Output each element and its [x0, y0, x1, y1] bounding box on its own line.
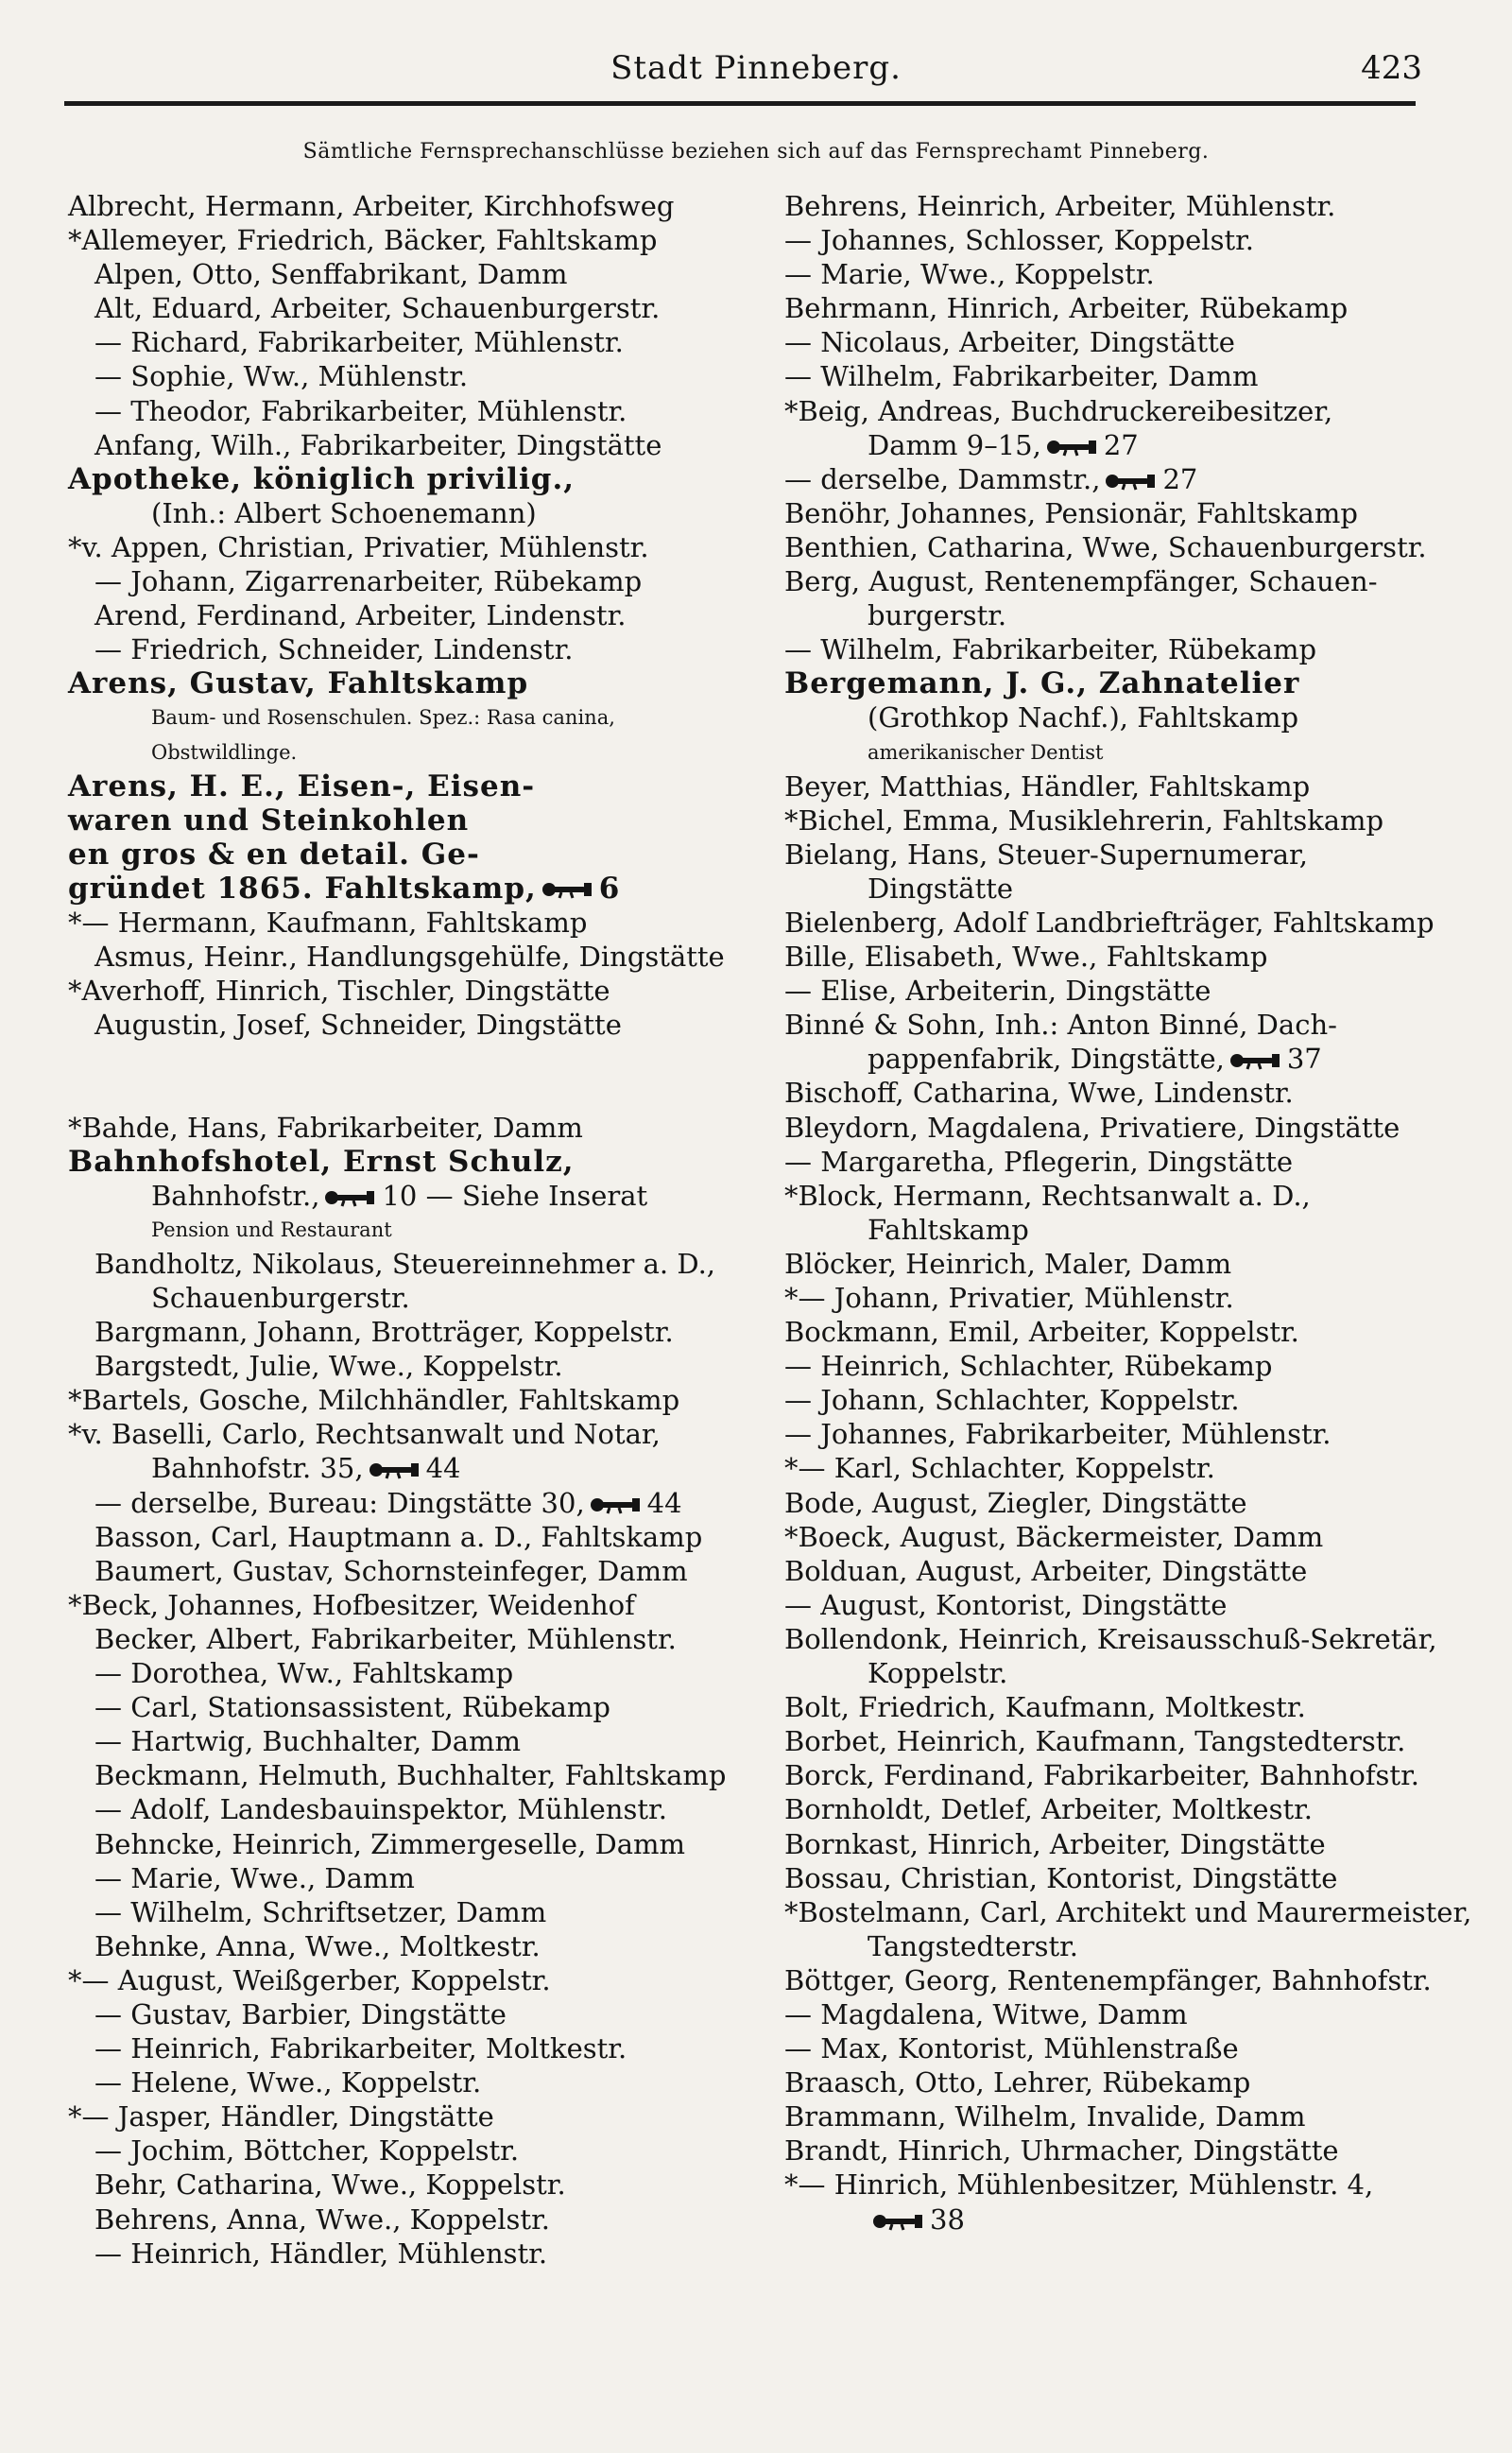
directory-entry	[784, 1929, 1446, 1963]
directory-entry	[68, 1451, 730, 1485]
entry-text: Beckmann, Helmuth, Buchhalter, Fahltskamp	[94, 1759, 727, 1792]
directory-entry	[784, 1588, 1446, 1622]
entry-text: Pension und Restaurant	[151, 1218, 392, 1241]
directory-entry	[68, 598, 730, 632]
entry-text: Bornkast, Hinrich, Arbeiter, Dingstätte	[784, 1827, 1326, 1860]
blank-line	[68, 1076, 730, 1110]
entry-text: — Wilhelm, Fabrikarbeiter, Damm	[784, 360, 1259, 393]
page-title: Stadt Pinneberg.	[610, 49, 902, 87]
entry-text: Bollendonk, Heinrich, Kreisausschuß-Sekretär,	[784, 1622, 1437, 1655]
directory-entry	[68, 974, 730, 1008]
telephone-receiver-icon	[542, 879, 593, 900]
entry-text: — derselbe, Dammstr.,	[784, 462, 1101, 495]
entry-text: Bossau, Christian, Kontorist, Dingstätte	[784, 1861, 1338, 1894]
header-rule	[64, 101, 1416, 106]
entry-text: — August, Kontorist, Dingstätte	[784, 1588, 1228, 1621]
directory-entry	[68, 1520, 730, 1554]
directory-entry	[784, 325, 1446, 359]
entry-text: — Magdalena, Witwe, Damm	[784, 1997, 1188, 2030]
directory-entry	[784, 632, 1446, 666]
directory-entry	[784, 223, 1446, 257]
directory-entry	[68, 1111, 730, 1145]
entry-text: Bahnhofstr.,	[151, 1179, 320, 1212]
directory-entry	[68, 1963, 730, 1997]
entry-text: en gros & en detail. Ge-	[68, 837, 480, 872]
entry-text: *Block, Hermann, Rechtsanwalt a. D.,	[784, 1179, 1311, 1212]
directory-entry	[68, 1417, 730, 1451]
entry-text: — Margaretha, Pflegerin, Dingstätte	[784, 1145, 1294, 1178]
directory-entry	[784, 1792, 1446, 1826]
directory-entry	[784, 394, 1446, 428]
entry-text: Bischoff, Catharina, Wwe, Lindenstr.	[784, 1077, 1294, 1110]
directory-entry	[784, 496, 1446, 530]
entry-text: — Heinrich, Fabrikarbeiter, Moltkestr.	[94, 2032, 627, 2065]
phone-number: 27	[1103, 428, 1139, 461]
directory-entry	[784, 2203, 1446, 2237]
directory-entry	[784, 872, 1446, 906]
phone-number: 44	[646, 1486, 682, 1519]
entry-text: — Richard, Fabrikarbeiter, Mühlenstr.	[94, 326, 624, 359]
directory-entry	[784, 906, 1446, 940]
directory-entry	[784, 1520, 1446, 1554]
entry-text: Bahnhofstr. 35,	[151, 1452, 364, 1485]
directory-entry	[68, 1724, 730, 1758]
directory-entry	[784, 257, 1446, 291]
entry-text: — Sophie, Ww., Mühlenstr.	[94, 360, 469, 393]
directory-entry	[68, 700, 730, 734]
entry-text: — Jochim, Böttcher, Koppelstr.	[94, 2134, 520, 2168]
entry-text: *Beck, Johannes, Hofbesitzer, Weidenhof	[68, 1588, 635, 1621]
entry-text: — Wilhelm, Fabrikarbeiter, Rübekamp	[784, 633, 1317, 666]
entry-text: Benöhr, Johannes, Pensionär, Fahltskamp	[784, 496, 1358, 529]
directory-entry	[68, 1622, 730, 1656]
directory-entry	[68, 2237, 730, 2271]
directory-entry	[784, 1417, 1446, 1451]
directory-entry	[784, 428, 1446, 462]
entry-text: — Adolf, Landesbauinspektor, Mühlenstr.	[94, 1793, 667, 1826]
entry-text: *— Hinrich, Mühlenbesitzer, Mühlenstr. 4,	[784, 2168, 1374, 2202]
directory-entry	[784, 1451, 1446, 1485]
entry-text: *Bahde, Hans, Fabrikarbeiter, Damm	[68, 1111, 583, 1144]
entry-text: Bornholdt, Detlef, Arbeiter, Moltkestr.	[784, 1793, 1314, 1826]
entry-text: Behnke, Anna, Wwe., Moltkestr.	[94, 1929, 541, 1962]
telephone-receiver-icon	[591, 1494, 642, 1515]
directory-entry	[68, 394, 730, 428]
entry-text: — Wilhelm, Schriftsetzer, Damm	[94, 1895, 547, 1928]
directory-entry	[784, 1042, 1446, 1076]
directory-entry	[784, 940, 1446, 974]
directory-entry	[68, 1349, 730, 1383]
directory-entry	[784, 1656, 1446, 1690]
entry-text: Behrmann, Hinrich, Arbeiter, Rübekamp	[784, 292, 1349, 325]
directory-entry	[68, 2168, 730, 2202]
entry-text: Bielenberg, Adolf Landbriefträger, Fahltskamp	[784, 906, 1435, 939]
directory-entry	[68, 1486, 730, 1520]
entry-text: Binné & Sohn, Inh.: Anton Binné, Dach-	[784, 1009, 1337, 1042]
entry-text: Augustin, Josef, Schneider, Dingstätte	[94, 1009, 622, 1042]
directory-entry	[68, 1588, 730, 1622]
entry-text: Behr, Catharina, Wwe., Koppelstr.	[94, 2168, 566, 2202]
directory-entry	[68, 325, 730, 359]
entry-text: — Johann, Schlachter, Koppelstr.	[784, 1384, 1240, 1417]
directory-entry	[68, 1179, 730, 1213]
entry-text: Damm 9–15,	[868, 428, 1041, 461]
directory-entry	[68, 189, 730, 223]
entry-text: — Hartwig, Buchhalter, Damm	[94, 1725, 522, 1758]
directory-entry	[784, 359, 1446, 393]
entry-text: *Allemeyer, Friedrich, Bäcker, Fahltskamp	[68, 224, 658, 257]
telephone-receiver-icon	[325, 1187, 376, 1208]
directory-entry	[784, 1383, 1446, 1417]
entry-text: Bahnhofshotel, Ernst Schulz,	[68, 1144, 575, 1179]
directory-entry	[68, 2133, 730, 2168]
directory-entry	[784, 2031, 1446, 2065]
directory-entry	[784, 803, 1446, 838]
directory-entry	[68, 530, 730, 564]
directory-entry	[68, 2065, 730, 2099]
entry-text: Fahltskamp	[868, 1213, 1029, 1246]
directory-entry	[784, 2099, 1446, 2133]
directory-entry	[784, 1008, 1446, 1042]
directory-entry	[784, 666, 1446, 700]
entry-text: *— August, Weißgerber, Koppelstr.	[68, 1963, 551, 1996]
entry-text: *Boeck, August, Bäckermeister, Damm	[784, 1520, 1324, 1553]
entry-text: — Friedrich, Schneider, Lindenstr.	[94, 633, 574, 666]
left-column	[68, 189, 730, 2271]
entry-text: (Grothkop Nachf.), Fahltskamp	[868, 701, 1299, 734]
directory-entry	[784, 974, 1446, 1008]
directory-entry	[68, 291, 730, 325]
directory-entry	[784, 598, 1446, 632]
directory-entry	[68, 872, 730, 906]
entry-text: — Gustav, Barbier, Dingstätte	[94, 1997, 507, 2030]
directory-entry	[784, 189, 1446, 223]
entry-text: amerikanischer Dentist	[868, 740, 1104, 764]
entry-text: waren und Steinkohlen	[68, 803, 470, 838]
entry-text: Alpen, Otto, Senffabrikant, Damm	[94, 258, 568, 291]
entry-text: Dingstätte	[868, 872, 1014, 905]
directory-entry	[68, 496, 730, 530]
entry-text: Becker, Albert, Fabrikarbeiter, Mühlenstr.	[94, 1622, 677, 1655]
phone-number: 37	[1286, 1043, 1322, 1076]
entry-text: (Inh.: Albert Schoenemann)	[151, 496, 537, 529]
directory-entry	[784, 1145, 1446, 1179]
entry-text: burgerstr.	[868, 599, 1007, 632]
entry-text: Bandholtz, Nikolaus, Steuereinnehmer a. D.,	[94, 1247, 716, 1280]
directory-entry	[68, 1929, 730, 1963]
entry-text: — Johannes, Fabrikarbeiter, Mühlenstr.	[784, 1418, 1332, 1451]
phone-number: 44	[425, 1452, 461, 1485]
directory-entry	[68, 1792, 730, 1826]
entry-text: Braasch, Otto, Lehrer, Rübekamp	[784, 2066, 1251, 2099]
entry-text: Berg, August, Rentenempfänger, Schauen-	[784, 565, 1378, 598]
entry-text: *v. Appen, Christian, Privatier, Mühlenstr.	[68, 530, 649, 563]
directory-entry	[68, 1997, 730, 2031]
page-number: 423	[1361, 49, 1422, 87]
entry-text: — Johannes, Schlosser, Koppelstr.	[784, 224, 1255, 257]
telephone-receiver-icon	[1047, 437, 1098, 458]
directory-entry	[68, 838, 730, 872]
entry-text: Obstwildlinge.	[151, 740, 298, 764]
entry-text: Koppelstr.	[868, 1657, 1008, 1690]
directory-entry	[784, 1554, 1446, 1588]
directory-entry	[68, 1247, 730, 1281]
directory-entry	[784, 564, 1446, 598]
entry-text: Bolduan, August, Arbeiter, Dingstätte	[784, 1554, 1308, 1587]
directory-entry	[68, 1213, 730, 1247]
directory-entry	[784, 1895, 1472, 1929]
directory-entry	[68, 1008, 730, 1042]
entry-text: Arens, Gustav, Fahltskamp	[68, 666, 529, 701]
directory-entry	[68, 666, 730, 700]
entry-text: — Nicolaus, Arbeiter, Dingstätte	[784, 326, 1235, 359]
entry-text: Beyer, Matthias, Händler, Fahltskamp	[784, 769, 1311, 803]
entry-text: Baum- und Rosenschulen. Spez.: Rasa canina,	[151, 706, 615, 730]
entry-text: Bargmann, Johann, Brotträger, Koppelstr.	[94, 1316, 674, 1349]
entry-text: Bleydorn, Magdalena, Privatiere, Dingstätte	[784, 1111, 1400, 1144]
directory-entry	[784, 1827, 1446, 1861]
entry-text: Bergemann, J. G., Zahnatelier	[784, 666, 1300, 701]
directory-entry	[784, 1247, 1446, 1281]
blank-line	[68, 1042, 730, 1076]
phone-number: 10 — Siehe Inserat	[382, 1179, 648, 1212]
directory-entry	[784, 1076, 1446, 1110]
phone-number: 6	[598, 871, 621, 906]
entry-text: Apotheke, königlich privilig.,	[68, 461, 576, 496]
entry-text: — Helene, Wwe., Koppelstr.	[94, 2066, 482, 2099]
directory-entry	[68, 428, 730, 462]
directory-entry	[68, 2031, 730, 2065]
entry-text: Behrens, Heinrich, Arbeiter, Mühlenstr.	[784, 190, 1336, 222]
directory-entry	[784, 1213, 1446, 1247]
entry-text: *— Jasper, Händler, Dingstätte	[68, 2100, 494, 2133]
entry-text: Behncke, Heinrich, Zimmergeselle, Damm	[94, 1827, 686, 1860]
entry-text: Albrecht, Hermann, Arbeiter, Kirchhofsweg	[68, 190, 675, 222]
entry-text: — Carl, Stationsassistent, Rübekamp	[94, 1691, 610, 1724]
directory-entry	[784, 769, 1446, 803]
directory-entry	[68, 1656, 730, 1690]
entry-text: Behrens, Anna, Wwe., Koppelstr.	[94, 2203, 550, 2236]
directory-entry	[784, 1690, 1446, 1724]
directory-entry	[784, 1724, 1446, 1758]
directory-entry	[784, 735, 1446, 769]
entry-text: *— Hermann, Kaufmann, Fahltskamp	[68, 906, 588, 939]
directory-entry	[784, 1758, 1446, 1792]
directory-entry	[68, 2203, 730, 2237]
entry-text: Tangstedterstr.	[868, 1929, 1078, 1962]
entry-text: Alt, Eduard, Arbeiter, Schauenburgerstr.	[94, 292, 661, 325]
directory-entry	[784, 1963, 1446, 1997]
right-column	[784, 189, 1472, 2237]
entry-text: gründet 1865. Fahltskamp,	[68, 871, 537, 906]
directory-entry	[784, 700, 1446, 734]
directory-entry	[784, 1179, 1446, 1213]
directory-entry	[68, 1554, 730, 1588]
entry-text: *Bartels, Gosche, Milchhändler, Fahltskamp	[68, 1384, 680, 1417]
directory-entry	[68, 1315, 730, 1349]
telephone-receiver-icon	[873, 2211, 924, 2232]
entry-text: Baumert, Gustav, Schornsteinfeger, Damm	[94, 1554, 688, 1587]
directory-entry	[784, 2133, 1446, 2168]
phone-number: 38	[930, 2203, 965, 2236]
entry-text: Basson, Carl, Hauptmann a. D., Fahltskamp	[94, 1520, 703, 1553]
directory-entry	[784, 530, 1446, 564]
entry-text: Schauenburgerstr.	[151, 1282, 410, 1314]
directory-entry	[68, 1690, 730, 1724]
entry-text: Borbet, Heinrich, Kaufmann, Tangstedterstr.	[784, 1725, 1406, 1758]
telephone-receiver-icon	[1106, 471, 1157, 492]
directory-entry	[68, 735, 730, 769]
directory-entry	[68, 1145, 730, 1179]
directory-entry	[68, 632, 730, 666]
entry-text: — derselbe, Bureau: Dingstätte 30,	[94, 1486, 585, 1519]
directory-entry	[784, 2168, 1446, 2202]
directory-entry	[68, 1383, 730, 1417]
entry-text: — Elise, Arbeiterin, Dingstätte	[784, 975, 1211, 1008]
directory-entry	[68, 1895, 730, 1929]
directory-entry	[784, 2065, 1446, 2099]
entry-text: Blöcker, Heinrich, Maler, Damm	[784, 1247, 1232, 1280]
directory-entry	[68, 564, 730, 598]
directory-entry	[68, 257, 730, 291]
entry-text: *— Johann, Privatier, Mühlenstr.	[784, 1282, 1234, 1314]
entry-text: Benthien, Catharina, Wwe, Schauenburgerstr.	[784, 530, 1427, 563]
directory-entry	[784, 1997, 1446, 2031]
directory-entry	[784, 1861, 1446, 1895]
entry-text: Arens, H. E., Eisen-, Eisen-	[68, 769, 536, 803]
entry-text: — Johann, Zigarrenarbeiter, Rübekamp	[94, 565, 643, 598]
entry-text: Bargstedt, Julie, Wwe., Koppelstr.	[94, 1350, 563, 1383]
telephone-receiver-icon	[369, 1460, 421, 1480]
entry-text: — Dorothea, Ww., Fahltskamp	[94, 1657, 514, 1690]
directory-entry	[68, 2099, 730, 2133]
entry-text: Bockmann, Emil, Arbeiter, Koppelstr.	[784, 1316, 1299, 1349]
telephone-notice: Sämtliche Fernsprechanschlüsse beziehen sich auf das Fernsprechamt Pinneberg.	[302, 140, 1210, 164]
entry-text: — Heinrich, Händler, Mühlenstr.	[94, 2237, 548, 2270]
directory-entry	[68, 1758, 730, 1792]
directory-entry	[68, 359, 730, 393]
entry-text: *Bichel, Emma, Musiklehrerin, Fahltskamp	[784, 803, 1384, 837]
entry-text: — Heinrich, Schlachter, Rübekamp	[784, 1350, 1273, 1383]
entry-text: *v. Baselli, Carlo, Rechtsanwalt und Notar,	[68, 1418, 661, 1451]
entry-text: Brammann, Wilhelm, Invalide, Damm	[784, 2100, 1306, 2133]
directory-entry	[784, 462, 1446, 496]
entry-text: pappenfabrik, Dingstätte,	[868, 1043, 1225, 1076]
entry-text: Asmus, Heinr., Handlungsgehülfe, Dingstätte	[94, 941, 725, 974]
entry-text: Anfang, Wilh., Fabrikarbeiter, Dingstätte	[94, 428, 662, 461]
directory-entry	[68, 803, 730, 838]
entry-text: — Marie, Wwe., Damm	[94, 1861, 415, 1894]
entry-text: *Averhoff, Hinrich, Tischler, Dingstätte	[68, 975, 610, 1008]
directory-entry	[68, 769, 730, 803]
entry-text: Arend, Ferdinand, Arbeiter, Lindenstr.	[94, 599, 627, 632]
entry-text: Bode, August, Ziegler, Dingstätte	[784, 1486, 1247, 1519]
entry-text: *Beig, Andreas, Buchdruckereibesitzer,	[784, 394, 1333, 427]
directory-entry	[784, 1486, 1446, 1520]
directory-entry	[68, 1861, 730, 1895]
entry-text: Böttger, Georg, Rentenempfänger, Bahnhofstr.	[784, 1963, 1432, 1996]
phone-number: 27	[1162, 462, 1198, 495]
directory-entry	[784, 1349, 1446, 1383]
entry-text: Brandt, Hinrich, Uhrmacher, Dingstätte	[784, 2134, 1339, 2168]
entry-text: *Bostelmann, Carl, Architekt und Maurermeister,	[784, 1895, 1472, 1928]
directory-entry	[784, 1281, 1446, 1315]
entry-text: — Theodor, Fabrikarbeiter, Mühlenstr.	[94, 394, 627, 427]
entry-text: Borck, Ferdinand, Fabrikarbeiter, Bahnhofstr.	[784, 1759, 1419, 1792]
directory-entry	[784, 1111, 1446, 1145]
directory-entry	[68, 906, 730, 940]
entry-text: — Marie, Wwe., Koppelstr.	[784, 258, 1155, 291]
entry-text: Bolt, Friedrich, Kaufmann, Moltkestr.	[784, 1691, 1306, 1724]
directory-entry	[784, 1315, 1446, 1349]
entry-text: — Max, Kontorist, Mühlenstraße	[784, 2032, 1239, 2065]
directory-entry	[68, 223, 730, 257]
entry-text: Bille, Elisabeth, Wwe., Fahltskamp	[784, 941, 1268, 974]
directory-entry	[784, 291, 1446, 325]
directory-entry	[68, 462, 730, 496]
directory-entry	[68, 1281, 730, 1315]
directory-entry	[784, 1622, 1446, 1656]
entry-text: *— Karl, Schlachter, Koppelstr.	[784, 1452, 1215, 1485]
entry-text: Bielang, Hans, Steuer-Supernumerar,	[784, 838, 1308, 871]
directory-entry	[68, 1827, 730, 1861]
directory-entry	[68, 940, 730, 974]
telephone-receiver-icon	[1230, 1050, 1281, 1071]
directory-entry	[784, 838, 1446, 872]
